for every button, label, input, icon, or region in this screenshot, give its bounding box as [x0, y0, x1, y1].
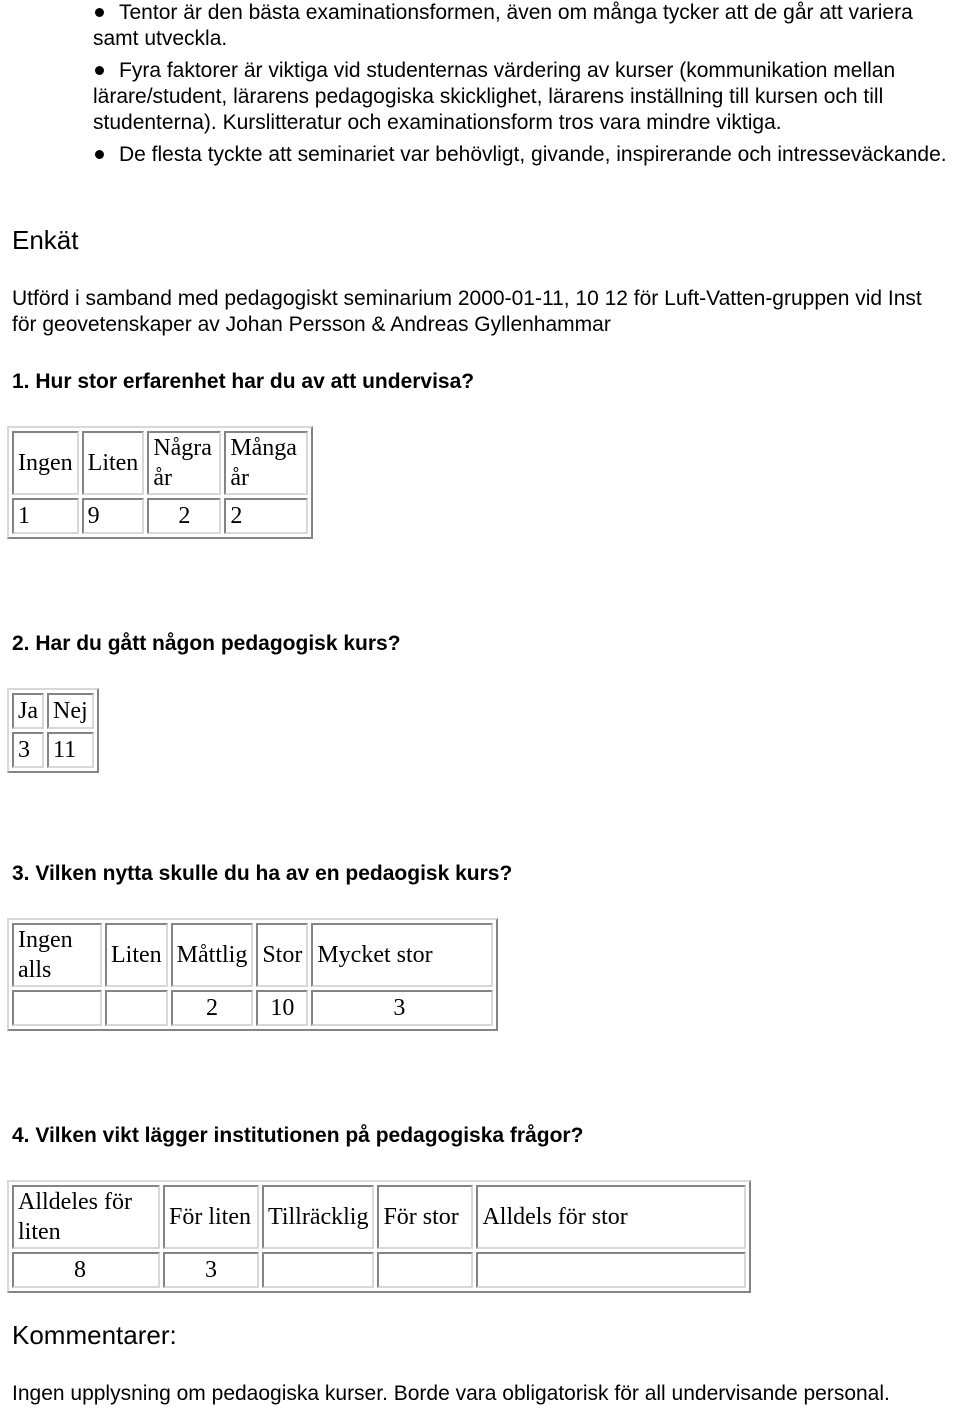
bullet-item: Fyra faktorer är viktiga vid studenternas värdering av kurser (kommunikation mellan lärare/student, lärarens pedagogiska skicklighet, lärarens inställning till kursen och till studenterna). Kurslitteratur och examinationsform tros vara mindre viktiga.: [93, 58, 953, 136]
survey-intro: Utförd i samband med pedagogiskt seminarium 2000-01-11, 10 12 för Luft-Vatten-gruppen vid Inst för geovetenskaper av Johan Persson & Andreas Gyllenhammar: [12, 287, 922, 336]
header-cell: För liten: [163, 1185, 259, 1249]
header-cell: Mycket stor: [311, 923, 493, 987]
bullet-item: De flesta tyckte att seminariet var behövligt, givande, inspirerande och intresseväckande.: [93, 142, 953, 168]
question-2-table: [7, 688, 99, 773]
header-cell: Nej: [47, 693, 94, 729]
value-cell: 8: [12, 1252, 160, 1288]
header-cell: Liten: [82, 431, 145, 495]
comments-heading: Kommentarer:: [12, 1320, 177, 1350]
table-header-row: [12, 1185, 746, 1249]
table-row: [12, 732, 94, 768]
table-header-row: [12, 923, 493, 987]
table-header-row: [12, 693, 94, 729]
value-cell: 9: [82, 498, 145, 534]
table-header-row: [12, 431, 308, 495]
value-cell: 2: [147, 498, 221, 534]
value-cell: 2: [171, 990, 254, 1026]
header-cell: Många år: [224, 431, 308, 495]
question-3-title: 3. Vilken nytta skulle du ha av en pedaogisk kurs?: [12, 862, 513, 885]
question-4-table: [7, 1180, 751, 1293]
value-cell: 2: [224, 498, 308, 534]
question-1-title: 1. Hur stor erfarenhet har du av att undervisa?: [12, 370, 475, 393]
table-row: [12, 990, 493, 1026]
value-cell: 3: [12, 732, 44, 768]
value-cell: 1: [12, 498, 79, 534]
header-cell: Liten: [105, 923, 168, 987]
value-cell: [476, 1252, 746, 1288]
value-cell: 3: [311, 990, 493, 1026]
comments-text: Ingen upplysning om pedaogiska kurser. Borde vara obligatorisk för all undervisande personal.: [12, 1382, 890, 1405]
question-2-title: 2. Har du gått någon pedagogisk kurs?: [12, 632, 401, 655]
value-cell: 11: [47, 732, 94, 768]
header-cell: För stor: [377, 1185, 473, 1249]
question-1-table: [7, 426, 313, 539]
section-heading-enkat: Enkät: [12, 225, 79, 255]
value-cell: [105, 990, 168, 1026]
bullet-item: Tentor är den bästa examinationsformen, även om många tycker att de går att variera samt utveckla.: [93, 0, 953, 52]
table-row: [12, 498, 308, 534]
header-cell: Stor: [256, 923, 308, 987]
header-cell: Ingen: [12, 431, 79, 495]
header-cell: Tillräcklig: [262, 1185, 374, 1249]
header-cell: Alldeles för liten: [12, 1185, 160, 1249]
value-cell: [377, 1252, 473, 1288]
value-cell: [12, 990, 102, 1026]
header-cell: Ja: [12, 693, 44, 729]
value-cell: [262, 1252, 374, 1288]
table-row: [12, 1252, 746, 1288]
question-3-table: [7, 918, 498, 1031]
header-cell: Några år: [147, 431, 221, 495]
header-cell: Ingen alls: [12, 923, 102, 987]
header-cell: Alldels för stor: [476, 1185, 746, 1249]
header-cell: Måttlig: [171, 923, 254, 987]
question-4-title: 4. Vilken vikt lägger institutionen på pedagogiska frågor?: [12, 1124, 584, 1147]
summary-bullet-list: [93, 0, 953, 174]
value-cell: 10: [256, 990, 308, 1026]
value-cell: 3: [163, 1252, 259, 1288]
